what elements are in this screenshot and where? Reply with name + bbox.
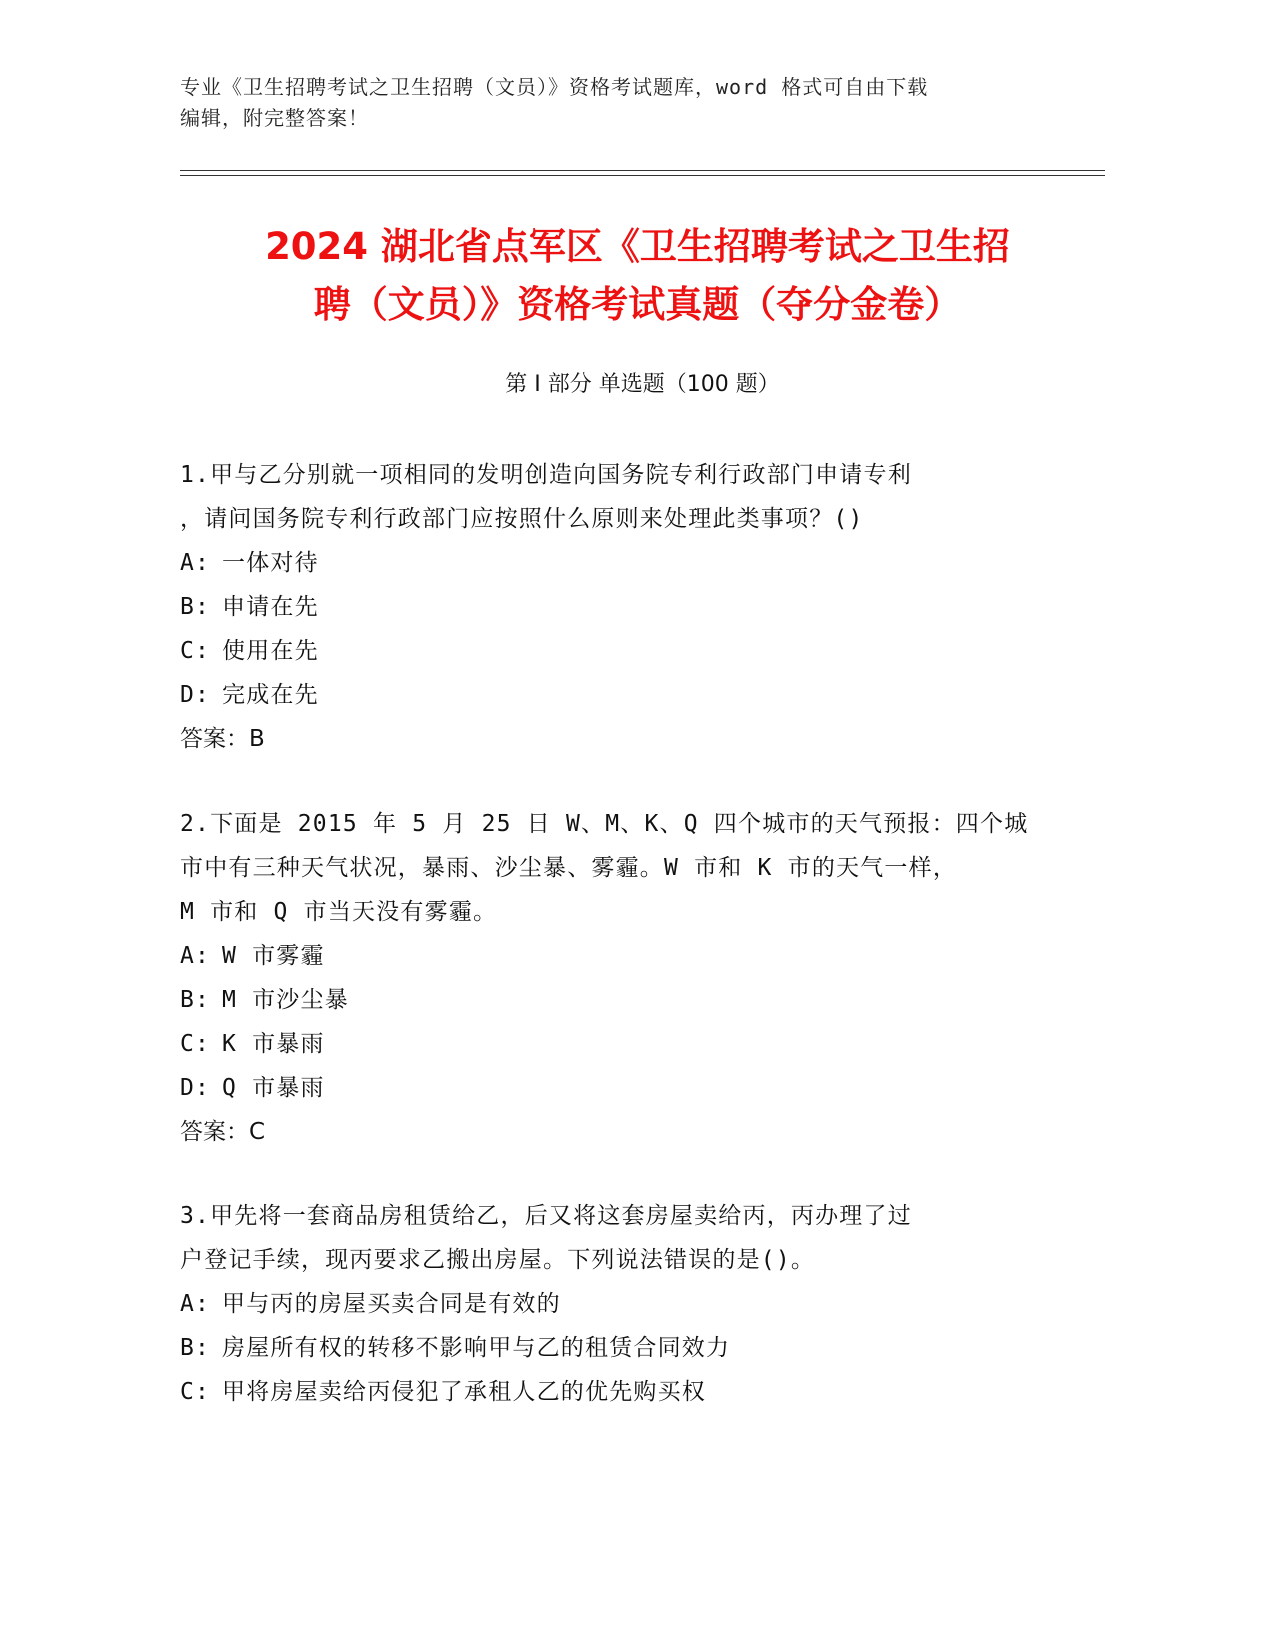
question-1: [180, 453, 1030, 761]
option-text: 房屋所有权的转移不影响甲与乙的租赁合同效力: [222, 1335, 731, 1361]
header-note-line-2: 编辑，附完整答案！: [180, 106, 369, 130]
question-stem-line: ，请问国务院专利行政部门应按照什么原则来处理此类事项？(): [180, 506, 864, 532]
question-stem-line: M 市和 Q 市当天没有雾霾。: [180, 899, 498, 925]
question-stem-line: 1.甲与乙分别就一项相同的发明创造向国务院专利行政部门申请专利: [180, 462, 912, 488]
option-letter: C:: [180, 638, 211, 664]
header-note-line-1: 专业《卫生招聘考试之卫生招聘（文员）》资格考试题库，word 格式可自由下载: [180, 75, 929, 99]
header-note: [180, 72, 1080, 134]
option-c: [180, 629, 1030, 673]
document-title-line-1: 2024 湖北省点军区《卫生招聘考试之卫生招: [265, 225, 1010, 268]
option-text: 一体对待: [222, 550, 319, 576]
option-c: [180, 1370, 1030, 1414]
option-b: [180, 585, 1030, 629]
question-stem-line: 3.甲先将一套商品房租赁给乙，后又将这套房屋卖给丙，丙办理了过: [180, 1203, 912, 1229]
option-letter: A:: [180, 550, 211, 576]
question-stem-line: 市中有三种天气状况，暴雨、沙尘暴、雾霾。W 市和 K 市的天气一样，: [180, 855, 958, 881]
option-letter: B:: [180, 1335, 211, 1361]
option-d: [180, 1066, 1030, 1110]
section-title: 第 I 部分 单选题（100 题）: [505, 372, 780, 397]
document-title: [150, 218, 1125, 334]
document-title-line-2: 聘（文员）》资格考试真题（夺分金卷）: [313, 283, 962, 326]
option-letter: A:: [180, 943, 211, 969]
option-text: 完成在先: [222, 682, 319, 708]
option-text: W 市雾霾: [222, 943, 325, 969]
option-a: [180, 934, 1030, 978]
question-3: [180, 1194, 1030, 1414]
option-a: [180, 1282, 1030, 1326]
question-stem-line: 户登记手续，现丙要求乙搬出房屋。下列说法错误的是()。: [180, 1247, 816, 1273]
option-letter: C:: [180, 1379, 211, 1405]
option-b: [180, 1326, 1030, 1370]
option-letter: D:: [180, 1075, 211, 1101]
option-d: [180, 673, 1030, 717]
option-a: [180, 541, 1030, 585]
answer-label: 答案：B: [180, 726, 265, 752]
option-letter: B:: [180, 987, 211, 1013]
option-c: [180, 1022, 1030, 1066]
option-text: Q 市暴雨: [222, 1075, 325, 1101]
option-text: 使用在先: [222, 638, 319, 664]
option-text: K 市暴雨: [222, 1031, 325, 1057]
header-divider-bottom: [180, 175, 1105, 176]
option-letter: D:: [180, 682, 211, 708]
answer-label: 答案：C: [180, 1119, 266, 1145]
option-letter: A:: [180, 1291, 211, 1317]
header-divider-top: [180, 170, 1105, 171]
option-text: 甲与丙的房屋买卖合同是有效的: [222, 1291, 561, 1317]
option-text: 申请在先: [222, 594, 319, 620]
question-2: [180, 802, 1030, 1154]
option-text: M 市沙尘暴: [222, 987, 349, 1013]
option-b: [180, 978, 1030, 1022]
option-letter: B:: [180, 594, 211, 620]
question-stem-line: 2.下面是 2015 年 5 月 25 日 W、M、K、Q 四个城市的天气预报：四个城: [180, 811, 1029, 837]
option-letter: C:: [180, 1031, 211, 1057]
option-text: 甲将房屋卖给丙侵犯了承租人乙的优先购买权: [222, 1379, 706, 1405]
